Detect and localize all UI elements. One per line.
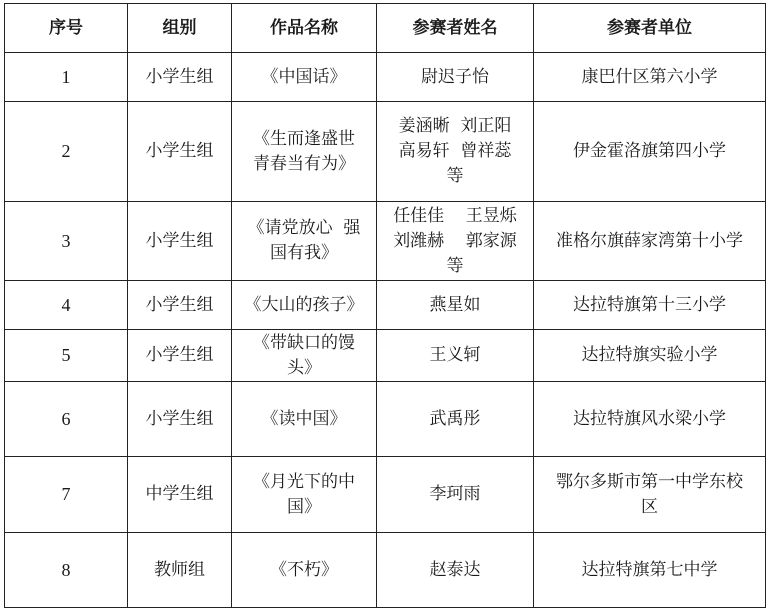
row-number: 7: [5, 457, 128, 533]
work-title-line: 《不朽》: [270, 559, 338, 580]
header-group: 组别: [128, 4, 232, 53]
names-line: 李珂雨: [429, 484, 481, 504]
row-participant-unit: [534, 382, 766, 457]
header-number: 序号: [5, 4, 128, 53]
row-participant-names: [377, 281, 534, 330]
table-row: [5, 53, 766, 102]
unit-line: 达拉特旗第十三小学: [573, 294, 726, 315]
table-row: [5, 533, 766, 608]
row-work-title: [232, 281, 377, 330]
row-work-title: [232, 53, 377, 102]
unit-line: 达拉特旗实验小学: [581, 345, 718, 365]
row-participant-unit: [534, 457, 766, 533]
names-line: 等: [446, 255, 464, 276]
row-work-title: [232, 457, 377, 533]
row-participant-unit: [534, 533, 766, 608]
awards-table: [4, 3, 766, 608]
unit-line: 达拉特旗风水梁小学: [573, 408, 726, 429]
table-row: [5, 330, 766, 382]
names-line: 燕星如: [429, 294, 481, 315]
row-work-title: [232, 202, 377, 281]
names-line: 王义轲: [429, 345, 481, 365]
row-participant-unit: [534, 281, 766, 330]
work-title-line: 国有我》: [270, 243, 338, 263]
work-title-line: 《生而逢盛世: [253, 128, 355, 149]
names-line: 尉迟子怡: [421, 66, 489, 87]
work-title-line: 《大山的孩子》: [244, 294, 364, 315]
row-group: 小学生组: [128, 102, 232, 202]
names-line: 等: [446, 166, 464, 186]
row-number: 2: [5, 102, 128, 202]
row-participant-unit: [534, 330, 766, 382]
unit-line: 伊金霍洛旗第四小学: [573, 141, 726, 161]
row-number: 4: [5, 281, 128, 330]
table-row: [5, 102, 766, 202]
work-title-line: 《月光下的中: [253, 471, 355, 492]
row-group: 小学生组: [128, 281, 232, 330]
work-title-line: 《中国话》: [261, 66, 347, 87]
work-title-line: 头》: [287, 357, 321, 378]
names-line: 姜涵晰 刘正阳: [398, 116, 512, 136]
row-participant-unit: [534, 53, 766, 102]
row-participant-unit: [534, 202, 766, 281]
row-participant-unit: [534, 102, 766, 202]
work-title-line: 《带缺口的馒: [253, 332, 355, 353]
row-participant-names: [377, 53, 534, 102]
names-line: 刘潍赫 郭家源: [393, 230, 517, 251]
table-row: [5, 281, 766, 330]
row-group: 小学生组: [128, 382, 232, 457]
header-participant-unit: 参赛者单位: [534, 4, 766, 53]
row-participant-names: [377, 102, 534, 202]
work-title-line: 《请党放心 强: [247, 218, 361, 238]
unit-line: 区: [641, 496, 658, 517]
work-title-line: 《读中国》: [261, 408, 347, 429]
row-work-title: [232, 382, 377, 457]
header-participant-names: 参赛者姓名: [377, 4, 534, 53]
row-group: 中学生组: [128, 457, 232, 533]
unit-line: 鄂尔多斯市第一中学东校: [556, 471, 743, 492]
names-line: 武禹彤: [429, 408, 481, 429]
names-line: 赵泰达: [429, 559, 481, 580]
row-work-title: [232, 102, 377, 202]
table-row: [5, 202, 766, 281]
unit-line: 康巴什区第六小学: [581, 66, 718, 87]
row-participant-names: [377, 330, 534, 382]
work-title-line: 青春当有为》: [253, 153, 355, 174]
row-participant-names: [377, 382, 534, 457]
row-participant-names: [377, 202, 534, 281]
row-participant-names: [377, 533, 534, 608]
unit-line: 准格尔旗薛家湾第十小学: [556, 230, 743, 251]
table-row: [5, 382, 766, 457]
row-group: 小学生组: [128, 330, 232, 382]
names-line: 高易轩 曾祥蕊: [398, 141, 512, 161]
row-group: 小学生组: [128, 53, 232, 102]
unit-line: 达拉特旗第七中学: [581, 559, 718, 580]
row-work-title: [232, 533, 377, 608]
row-number: 8: [5, 533, 128, 608]
row-number: 3: [5, 202, 128, 281]
table-header-row: [5, 4, 766, 53]
row-work-title: [232, 330, 377, 382]
table-row: [5, 457, 766, 533]
work-title-line: 国》: [287, 496, 321, 517]
row-number: 5: [5, 330, 128, 382]
row-participant-names: [377, 457, 534, 533]
row-number: 1: [5, 53, 128, 102]
row-group: 小学生组: [128, 202, 232, 281]
row-group: 教师组: [128, 533, 232, 608]
names-line: 任佳佳 王昱烁: [393, 205, 517, 226]
row-number: 6: [5, 382, 128, 457]
header-work-title: 作品名称: [232, 4, 377, 53]
